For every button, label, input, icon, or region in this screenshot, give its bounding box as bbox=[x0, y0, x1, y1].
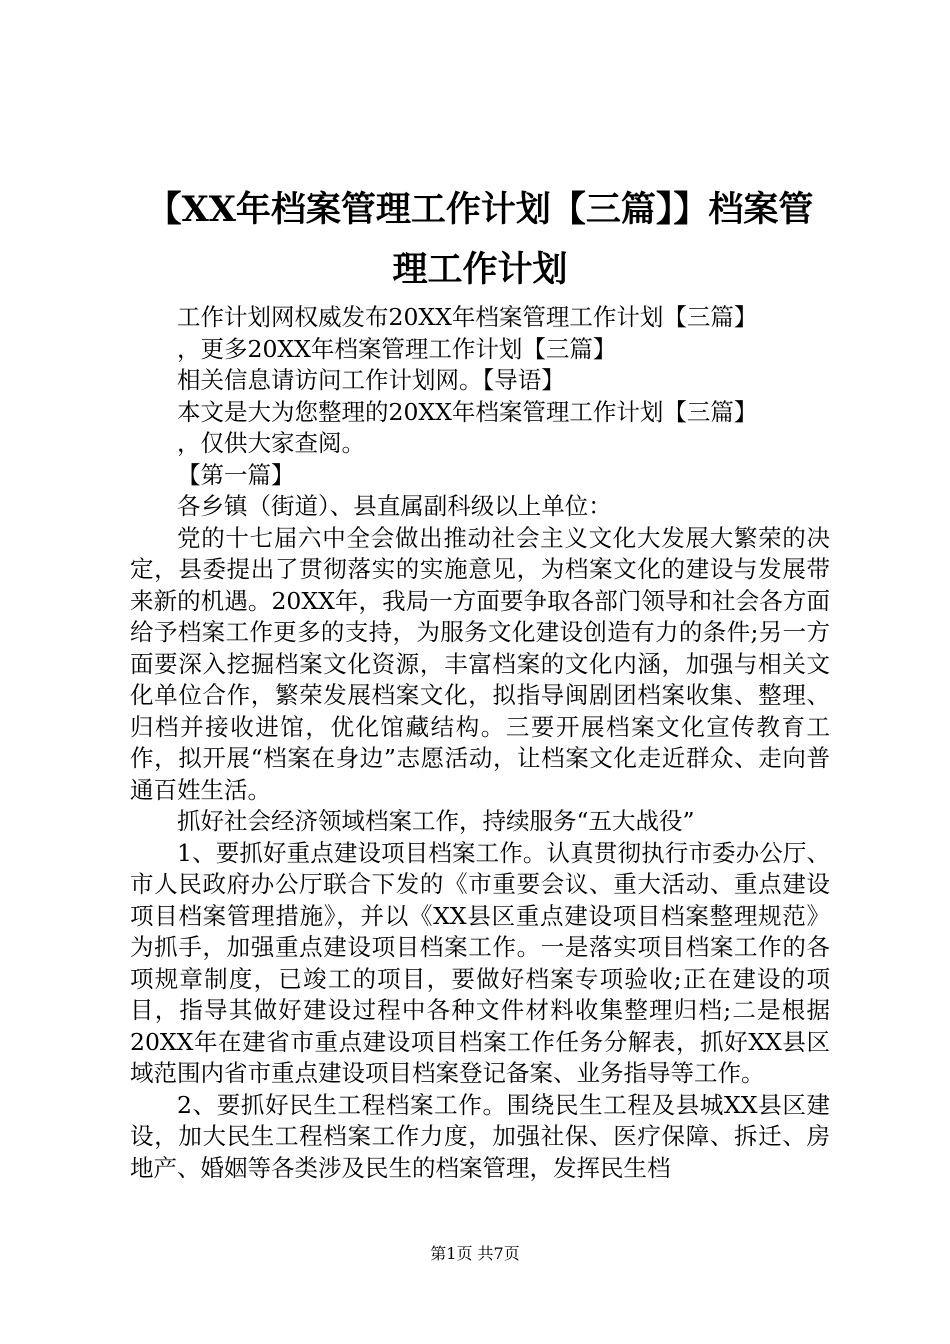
intro-line-3: 相关信息请访问工作计划网。【导语】 bbox=[177, 366, 565, 394]
document-body bbox=[130, 302, 830, 1184]
intro-line-1: 工作计划网权威发布20XX年档案管理工作计划【三篇】 bbox=[177, 303, 758, 331]
addressee-line: 各乡镇（街道）、县直属副科级以上单位： bbox=[177, 492, 612, 520]
heading-2: 抓好社会经济领域档案工作，持续服务“五大战役” bbox=[177, 807, 695, 835]
paragraph-3: 2、要抓好民生工程档案工作。围绕民生工程及县城XX县区建设，加大民生工程档案工作力度，加强社保、医疗保障、拆迁、房地产、婚姻等各类涉及民生的档案管理，发挥民生档 bbox=[130, 1090, 830, 1182]
title-line-2: 理工作计划 bbox=[392, 249, 568, 290]
page-footer: 第1页 共7页 bbox=[430, 1244, 520, 1263]
intro-line-4: 本文是大为您整理的20XX年档案管理工作计划【三篇】 bbox=[177, 397, 758, 426]
document-title bbox=[130, 180, 830, 300]
paragraph-2: 1、要抓好重点建设项目档案工作。认真贯彻执行市委办公厅、市人民政府办公厅联合下发的《市重要会议、重大活动、重点建设项目档案管理措施》，并以《XX县区重点建设项目档案整理规范》为抓手，加强重点建设项目档案工作。一是落实项目档案工作的各项规章制度，已竣工的项目，要做好档案专项验收;正在建设的项目，指导其做好建设过程中各种文件材料收集整理归档;二是根据20XX年在建省市重点建设项目档案工作任务分解表，抓好XX县区域范围内省市重点建设项目档案登记备案、业务指导等工作。 bbox=[130, 838, 830, 1087]
title-line-1: 【XX年档案管理工作计划【三篇】】档案管 bbox=[146, 189, 814, 230]
intro-line-5: ，仅供大家查阅。 bbox=[177, 429, 365, 457]
section-heading-first: 【第一篇】 bbox=[177, 460, 295, 489]
intro-line-2: ，更多20XX年档案管理工作计划【三篇】 bbox=[177, 334, 617, 363]
paragraph-1: 党的十七届六中全会做出推动社会主义文化大发展大繁荣的决定，县委提出了贯彻落实的实施意见，为档案文化的建设与发展带来新的机遇。20XX年，我局一方面要争取各部门领导和社会各方面给予档案工作更多的支持，为服务文化建设创造有力的条件;另一方面要深入挖掘档案文化资源，丰富档案的文化内涵，加强与相关文化单位合作，繁荣发展档案文化，拟指导闽剧团档案收集、整理、归档并接收进馆，优化馆藏结构。三要开展档案文化宣传教育工作，拟开展“档案在身边”志愿活动，让档案文化走近群众、走向普通百姓生活。 bbox=[130, 523, 830, 804]
